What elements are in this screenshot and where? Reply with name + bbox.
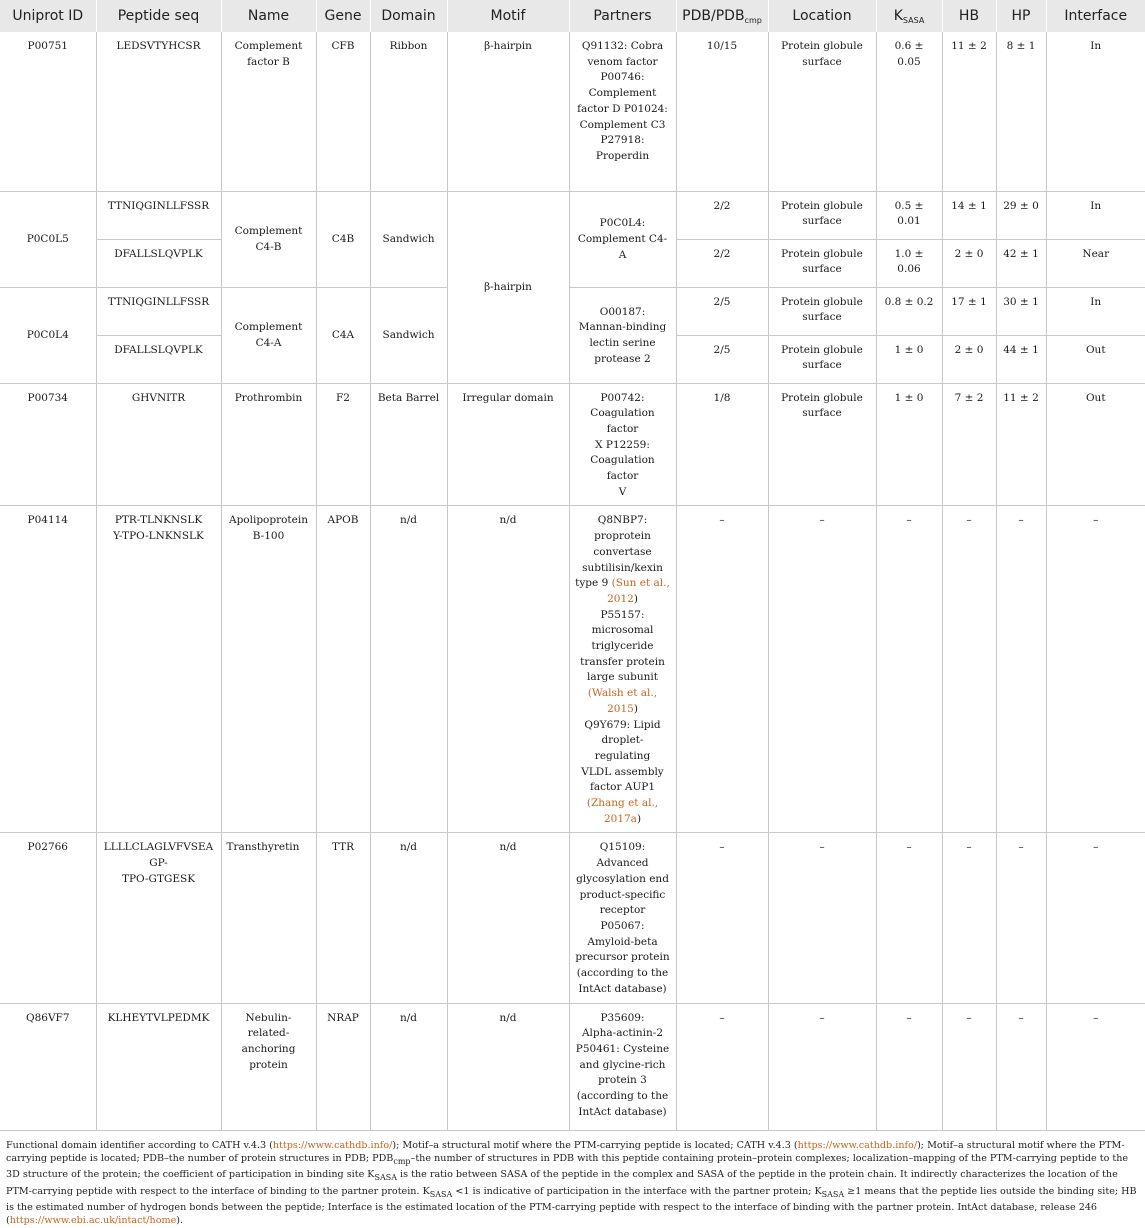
cell-hb: – [942,1003,996,1130]
cell-peptide-seq: TTNIQGINLLFSSR [96,191,221,239]
cell-gene: CFB [316,32,370,191]
cell-partners: P35609: Alpha-actinin-2 P50461: Cysteine and glycine-rich protein 3 (according to the IntAct database) [569,1003,676,1130]
cell-name: Complement C4-B [221,191,316,287]
cell-pdb: – [676,506,768,833]
cell-domain: Sandwich [370,191,447,287]
cell-pdb: 10/15 [676,32,768,191]
cell-hb: 2 ± 0 [942,335,996,383]
cell-hb: 2 ± 0 [942,239,996,287]
cell-ksasa: 0.6 ± 0.05 [876,32,942,191]
table-row [0,32,1145,191]
cell-hp: 8 ± 1 [996,32,1046,191]
cell-location: Protein globule surface [768,335,876,383]
table-row [0,383,1145,506]
cath-link[interactable]: https://www.cathdb.info/ [272,1139,393,1151]
cell-peptide-seq: DFALLSLQVPLK [96,239,221,287]
cell-ksasa: – [876,833,942,1003]
cell-hp: 29 ± 0 [996,191,1046,239]
cell-peptide-seq: KLHEYTVLPEDMK [96,1003,221,1130]
citation-link[interactable]: 2012 [607,592,634,605]
cell-hp: – [996,833,1046,1003]
cell-name: Apolipoprotein B-100 [221,506,316,833]
cell-hb: 11 ± 2 [942,32,996,191]
cell-motif: β-hairpin [447,32,569,191]
cell-name: Prothrombin [221,383,316,506]
cell-peptide-seq: LLLLCLAGLVFVSEAGP- TPO-GTGESK [96,833,221,1003]
cell-pdb: 2/5 [676,335,768,383]
cell-peptide-seq: TTNIQGINLLFSSR [96,287,221,335]
cell-motif: n/d [447,1003,569,1130]
cell-location: – [768,506,876,833]
cell-pdb: 1/8 [676,383,768,506]
cell-location: Protein globule surface [768,287,876,335]
table-row [0,191,1145,239]
cell-interface: – [1046,1003,1145,1130]
cell-hp: – [996,1003,1046,1130]
cell-name: Nebulin-related- anchoring protein [221,1003,316,1130]
cell-peptide-seq: GHVNITR [96,383,221,506]
cell-interface: In [1046,287,1145,335]
table-footnote: Functional domain identifier according to CATH v.4.3 (https://www.cathdb.info/); Motif–a structural motif where the PTM-carrying peptide is located; CATH v.4.3 (https://www.cathdb.info/); Motif–a structural motif where the PTM-carrying peptide is located; PDB–the number of protein structures in PDB; $PDB_{cmp}$–the number of structures in PDB with this peptide containing protein–protein complexes; localization–mapping of the PTM-carrying peptide to the 3D structure of the protein; the coefficient of participation in binding site $K_{SASA}$ is the ratio between SASA of the peptide in the complex and SASA of the peptide in the protein chain. It indirectly characterizes the location of the PTM-carrying peptide with respect to the interface of binding to the partner protein. $K_{SASA} <1$ is indicative of participation in the interface with the partner protein; $K_{SASA} \ge 1$ means that the peptide lies outside the binding site; HB is the estimated number of hydrogen bonds between the peptide; Interface is the estimated location of the PTM-carrying peptide with respect to the interface of binding with the partner protein. IntAct database, release 246 (https://www.ebi.ac.uk/intact/home). [6,1139,1137,1227]
cell-partners: Q15109: Advanced glycosylation end product-specific receptor P05067: Amyloid-beta precursor protein (according to the IntAct database) [569,833,676,1003]
header-peptide-seq: Peptide seq [96,0,221,32]
cell-hb: 7 ± 2 [942,383,996,506]
cell-motif: β-hairpin [447,191,569,383]
cell-motif: n/d [447,833,569,1003]
table-row [0,506,1145,833]
cell-gene: TTR [316,833,370,1003]
cell-gene: C4A [316,287,370,383]
cell-uniprot-id: P00751 [0,32,96,191]
header-uniprot-id: Uniprot ID [0,0,96,32]
cell-hb: – [942,506,996,833]
header-location: Location [768,0,876,32]
cell-pdb: – [676,833,768,1003]
cell-uniprot-id: Q86VF7 [0,1003,96,1130]
cell-name: Complement factor B [221,32,316,191]
cell-ksasa: 0.5 ± 0.01 [876,191,942,239]
cell-hp: 44 ± 1 [996,335,1046,383]
header-partners: Partners [569,0,676,32]
cell-hp: – [996,506,1046,833]
header-hp: HP [996,0,1046,32]
cell-location: – [768,833,876,1003]
cell-gene: NRAP [316,1003,370,1130]
header-gene: Gene [316,0,370,32]
cell-uniprot-id: P02766 [0,833,96,1003]
table-row [0,833,1145,1003]
cell-ksasa: – [876,506,942,833]
table-header [0,0,1145,32]
cell-motif: Irregular domain [447,383,569,506]
citation-link[interactable]: (Walsh et al., 2015 [587,687,658,715]
cell-hb: 17 ± 1 [942,287,996,335]
cell-interface: Out [1046,383,1145,506]
cell-ksasa: – [876,1003,942,1130]
cell-peptide-seq: DFALLSLQVPLK [96,335,221,383]
cell-ksasa: 0.8 ± 0.2 [876,287,942,335]
header-domain: Domain [370,0,447,32]
cell-ksasa: 1 ± 0 [876,383,942,506]
cath-link[interactable]: https://www.cathdb.info/ [797,1139,918,1151]
cell-ksasa: 1.0 ± 0.06 [876,239,942,287]
header-ksasa: $K_{SASA}$ [876,0,942,32]
cell-gene: C4B [316,191,370,287]
cell-interface: Near [1046,239,1145,287]
cell-name: Complement C4-A [221,287,316,383]
citation-link[interactable]: (Sun et al., [611,577,670,590]
cell-uniprot-id: P0C0L4 [0,287,96,383]
cell-pdb: – [676,1003,768,1130]
cell-motif: n/d [447,506,569,833]
cell-interface: – [1046,506,1145,833]
cell-pdb: 2/2 [676,191,768,239]
header-name: Name [221,0,316,32]
cell-peptide-seq: LEDSVTYHCSR [96,32,221,191]
cell-hp: 30 ± 1 [996,287,1046,335]
cell-gene: F2 [316,383,370,506]
cell-domain: n/d [370,833,447,1003]
cell-peptide-seq: PTR-TLNKNSLK Y-TPO-LNKNSLK [96,506,221,833]
cell-domain: Beta Barrel [370,383,447,506]
cell-partners: P00742: Coagulation factor X P12259: Coagulation factor V [569,383,676,506]
cell-gene: APOB [316,506,370,833]
header-interface: Interface [1046,0,1145,32]
cell-partners: P0C0L4: Complement C4-A [569,191,676,287]
cell-pdb: 2/5 [676,287,768,335]
cell-hp: 42 ± 1 [996,239,1046,287]
cell-partners: O00187: Mannan-binding lectin serine protease 2 [569,287,676,383]
header-hb: HB [942,0,996,32]
cell-hb: 14 ± 1 [942,191,996,239]
header-motif: Motif [447,0,569,32]
cell-location: Protein globule surface [768,383,876,506]
cell-partners: Q91132: Cobra venom factor P00746: Complement factor D P01024: Complement C3 P27918: Properdin [569,32,676,191]
cell-pdb: 2/2 [676,239,768,287]
cell-uniprot-id: P0C0L5 [0,191,96,287]
cell-location: Protein globule surface [768,32,876,191]
intact-link[interactable]: https://www.ebi.ac.uk/intact/home [9,1215,177,1227]
cell-location: – [768,1003,876,1130]
cell-hp: 11 ± 2 [996,383,1046,506]
cell-uniprot-id: P04114 [0,506,96,833]
cell-domain: n/d [370,1003,447,1130]
table-row [0,1003,1145,1130]
header-pdb: PDB/$PDB_{cmp}$ [676,0,768,32]
cell-domain: Ribbon [370,32,447,191]
table-row [0,287,1145,335]
cell-name: Transthyretin [221,833,316,1003]
cell-interface: In [1046,32,1145,191]
cell-location: Protein globule surface [768,191,876,239]
cell-hb: – [942,833,996,1003]
cell-domain: Sandwich [370,287,447,383]
cell-interface: In [1046,191,1145,239]
cell-domain: n/d [370,506,447,833]
citation-link[interactable]: 2017a [603,812,637,825]
cell-partners: Q8NBP7: proprotein convertase subtilisin/kexin type 9 (Sun et al., 2012) P55157: microsomal triglyceride transfer protein large subunit (Walsh et al., 2015) Q9Y679: Lipid droplet-regulating VLDL assembly factor AUP1 (Zhang et al., 2017a) [569,506,676,833]
cell-interface: – [1046,833,1145,1003]
cell-location: Protein globule surface [768,239,876,287]
cell-interface: Out [1046,335,1145,383]
cell-ksasa: 1 ± 0 [876,335,942,383]
citation-link[interactable]: (Zhang et al., [586,797,659,810]
cell-uniprot-id: P00734 [0,383,96,506]
